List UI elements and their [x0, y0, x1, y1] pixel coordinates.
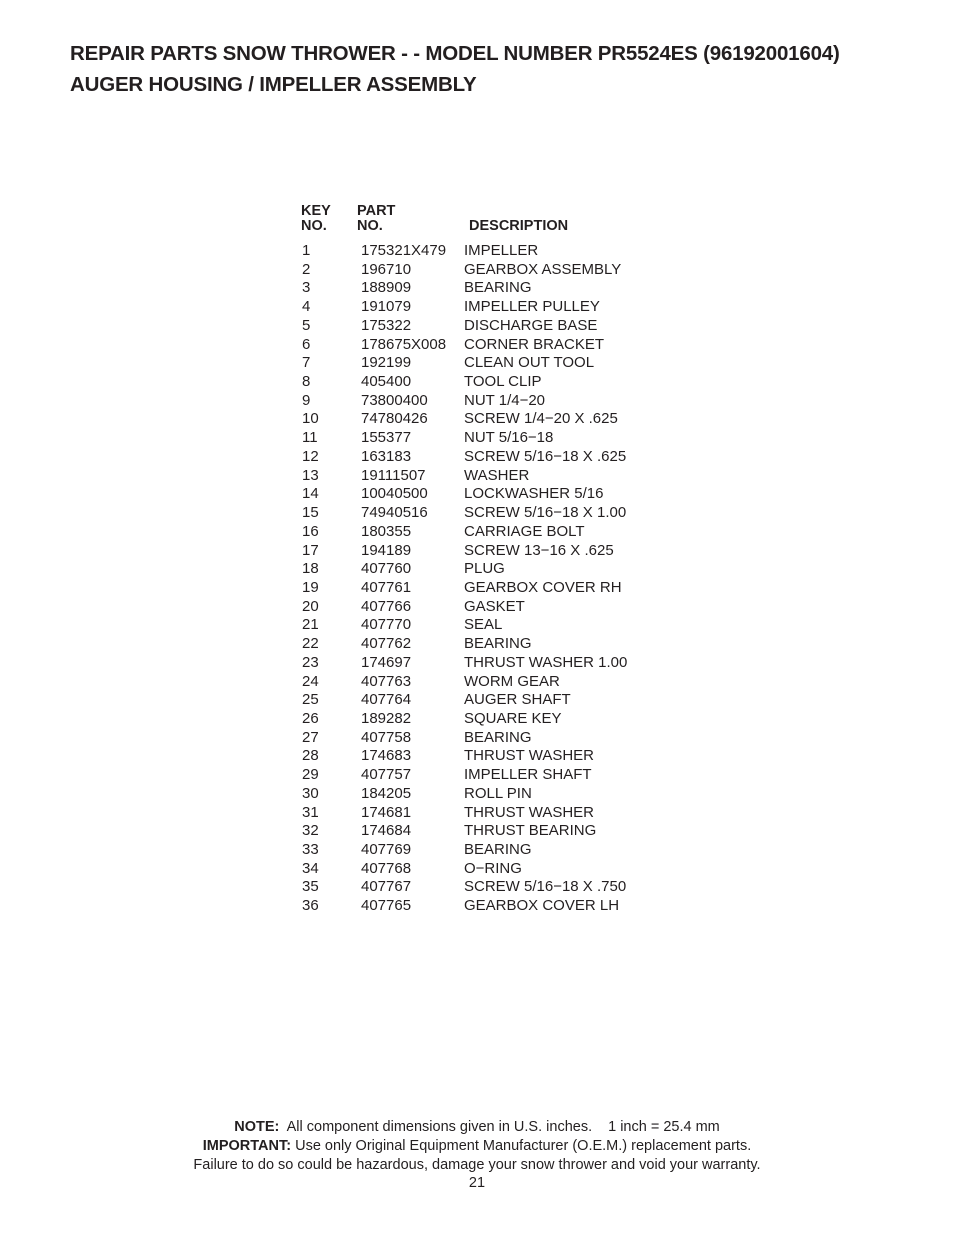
description-cell: PLUG: [464, 560, 505, 578]
part-no-cell: 407769: [361, 841, 412, 858]
parts-table: [301, 203, 721, 915]
table-row: [301, 860, 721, 879]
part-no-cell: 191079: [361, 298, 412, 316]
key-no-cell: 22: [302, 635, 319, 653]
key-no-cell: 9: [302, 391, 311, 409]
description-cell: BEARING: [464, 728, 532, 746]
table-row: [301, 560, 721, 579]
table-row: [301, 317, 721, 336]
part-no-cell: 189282: [361, 709, 412, 727]
key-no-cell: 35: [302, 878, 319, 896]
table-row: [301, 785, 721, 804]
table-row: [301, 410, 721, 429]
part-no-cell: 180355: [361, 522, 412, 540]
key-no-cell: 32: [302, 822, 319, 840]
table-row: [301, 373, 721, 392]
part-no-cell: 184205: [361, 784, 412, 802]
key-no-cell: 36: [302, 897, 319, 915]
part-no-cell: 175322: [361, 316, 412, 334]
table-row: [301, 242, 721, 261]
description-cell: CARRIAGE BOLT: [464, 522, 585, 540]
part-no-cell: 10040500: [361, 485, 428, 503]
note-text: All component dimensions given in U.S. inches.: [286, 1119, 593, 1135]
table-row: [301, 598, 721, 617]
description-cell: GEARBOX COVER LH: [464, 897, 620, 915]
important-line: [0, 1137, 954, 1156]
note-label: NOTE:: [234, 1119, 280, 1135]
table-row: [301, 485, 721, 504]
table-row: [301, 654, 721, 673]
table-row: [301, 523, 721, 542]
description-cell: IMPELLER PULLEY: [464, 298, 600, 316]
key-no-cell: 2: [302, 260, 311, 278]
description-cell: LOCKWASHER 5/16: [464, 485, 604, 503]
part-no-cell: 178675X008: [361, 335, 447, 353]
key-no-header: KEY NO.: [301, 203, 331, 234]
description-cell: CLEAN OUT TOOL: [464, 354, 595, 372]
key-no-cell: 33: [302, 841, 319, 858]
key-no-cell: 27: [302, 728, 319, 746]
important-label: IMPORTANT:: [202, 1137, 292, 1154]
key-no-cell: 15: [302, 504, 319, 522]
description-cell: WORM GEAR: [464, 672, 560, 690]
key-no-cell: 18: [302, 560, 319, 578]
description-cell: NUT 1/4−20: [464, 391, 546, 409]
description-cell: WASHER: [464, 466, 530, 484]
key-no-cell: 7: [302, 354, 311, 372]
key-no-cell: 31: [302, 803, 319, 821]
key-no-cell: 12: [302, 447, 319, 465]
table-row: [301, 392, 721, 411]
key-no-cell: 5: [302, 316, 311, 334]
key-no-cell: 17: [302, 541, 319, 559]
important-text: Use only Original Equipment Manufacturer (O.E.M.) replacement parts.: [295, 1137, 752, 1154]
part-no-cell: 74780426: [361, 410, 428, 428]
description-cell: DISCHARGE BASE: [464, 316, 598, 334]
page-number: 21: [468, 1175, 486, 1192]
description-cell: IMPELLER: [464, 242, 539, 259]
description-cell: GEARBOX COVER RH: [464, 578, 622, 596]
table-row: [301, 542, 721, 561]
table-row: [301, 766, 721, 785]
description-cell: GEARBOX ASSEMBLY: [464, 260, 622, 278]
table-row: [301, 729, 721, 748]
description-cell: CORNER BRACKET: [464, 335, 605, 353]
table-row: [301, 635, 721, 654]
parts-table-body: [301, 242, 721, 916]
table-row: [301, 504, 721, 523]
part-no-cell: 188909: [361, 279, 412, 297]
table-row: [301, 279, 721, 298]
warning-line: Failure to do so could be hazardous, damage your snow thrower and void your warranty.: [193, 1156, 761, 1173]
key-no-cell: 3: [302, 279, 311, 297]
description-cell: THRUST BEARING: [464, 822, 597, 840]
key-no-cell: 34: [302, 859, 319, 877]
description-cell: BEARING: [464, 635, 532, 653]
part-no-cell: 73800400: [361, 391, 428, 409]
table-row: [301, 579, 721, 598]
description-cell: NUT 5/16−18: [464, 429, 554, 447]
part-no-cell: 194189: [361, 541, 412, 559]
parts-table-header: [301, 204, 721, 244]
description-cell: BEARING: [464, 841, 532, 858]
description-cell: TOOL CLIP: [464, 373, 542, 391]
table-row: [301, 691, 721, 710]
table-row: [301, 878, 721, 897]
note-conversion: 1 inch = 25.4 mm: [608, 1119, 720, 1135]
key-no-cell: 19: [302, 578, 319, 596]
table-row: [301, 804, 721, 823]
table-row: [301, 336, 721, 355]
part-no-cell: 405400: [361, 373, 412, 391]
part-no-cell: 163183: [361, 447, 412, 465]
table-row: [301, 841, 721, 860]
description-cell: THRUST WASHER: [464, 747, 595, 765]
key-no-cell: 30: [302, 784, 319, 802]
part-no-cell: 407764: [361, 691, 412, 709]
part-no-cell: 407765: [361, 897, 412, 915]
table-row: [301, 467, 721, 486]
table-row: [301, 747, 721, 766]
part-no-header: PART NO.: [357, 203, 396, 234]
table-row: [301, 354, 721, 373]
table-row: [301, 429, 721, 448]
description-cell: ROLL PIN: [464, 784, 532, 802]
key-no-cell: 4: [302, 298, 311, 316]
key-no-cell: 26: [302, 709, 319, 727]
description-header: DESCRIPTION: [469, 218, 569, 234]
part-no-cell: 174697: [361, 653, 412, 671]
description-cell: SCREW 5/16−18 X .750: [464, 878, 627, 896]
description-cell: BEARING: [464, 279, 532, 297]
description-cell: THRUST WASHER: [464, 803, 595, 821]
key-no-cell: 25: [302, 691, 319, 709]
description-cell: GASKET: [464, 597, 525, 615]
table-row: [301, 298, 721, 317]
part-no-cell: 407757: [361, 766, 412, 784]
part-no-cell: 174684: [361, 822, 412, 840]
key-no-cell: 23: [302, 653, 319, 671]
description-cell: SCREW 13−16 X .625: [464, 541, 614, 559]
table-row: [301, 710, 721, 729]
description-cell: IMPELLER SHAFT: [464, 766, 592, 784]
part-no-cell: 407760: [361, 560, 412, 578]
page-header: [70, 38, 930, 100]
table-row: [301, 448, 721, 467]
table-row: [301, 673, 721, 692]
note-line: [0, 1118, 954, 1137]
key-no-cell: 11: [302, 429, 318, 447]
part-no-cell: 192199: [361, 354, 412, 372]
part-no-cell: 407763: [361, 672, 412, 690]
key-no-cell: 8: [302, 373, 311, 391]
key-no-cell: 1: [302, 242, 311, 259]
part-no-cell: 175321X479: [361, 242, 447, 259]
key-no-cell: 29: [302, 766, 319, 784]
key-no-cell: 10: [302, 410, 319, 428]
section-title: AUGER HOUSING / IMPELLER ASSEMBLY: [70, 73, 477, 96]
key-no-cell: 6: [302, 335, 311, 353]
part-no-cell: 407770: [361, 616, 412, 634]
part-no-cell: 155377: [361, 429, 412, 447]
description-cell: AUGER SHAFT: [464, 691, 571, 709]
description-cell: SCREW 5/16−18 X .625: [464, 447, 627, 465]
key-no-cell: 21: [302, 616, 319, 634]
table-row: [301, 822, 721, 841]
part-no-cell: 407758: [361, 728, 412, 746]
part-no-cell: 196710: [361, 260, 412, 278]
key-no-cell: 24: [302, 672, 319, 690]
part-no-cell: 407762: [361, 635, 412, 653]
table-row: [301, 261, 721, 280]
part-no-cell: 174681: [361, 803, 412, 821]
page-title: REPAIR PARTS SNOW THROWER - - MODEL NUMBER PR5524ES (96192001604): [70, 42, 840, 65]
part-no-cell: 407767: [361, 878, 412, 896]
part-no-cell: 407768: [361, 859, 412, 877]
description-cell: SCREW 1/4−20 X .625: [464, 410, 618, 428]
description-cell: O−RING: [464, 859, 522, 877]
key-no-cell: 16: [302, 522, 319, 540]
key-no-cell: 13: [302, 466, 319, 484]
key-no-cell: 28: [302, 747, 319, 765]
description-cell: SEAL: [464, 616, 503, 634]
part-no-cell: 174683: [361, 747, 412, 765]
part-no-cell: 74940516: [361, 504, 428, 522]
description-cell: SCREW 5/16−18 X 1.00: [464, 504, 627, 522]
page-footer: [0, 1118, 954, 1193]
part-no-cell: 19111507: [361, 466, 426, 484]
part-no-cell: 407766: [361, 597, 412, 615]
table-row: [301, 616, 721, 635]
description-cell: SQUARE KEY: [464, 709, 562, 727]
part-no-cell: 407761: [361, 578, 412, 596]
description-cell: THRUST WASHER 1.00: [464, 653, 628, 671]
key-no-cell: 14: [302, 485, 319, 503]
key-no-cell: 20: [302, 597, 319, 615]
table-row: [301, 897, 721, 916]
